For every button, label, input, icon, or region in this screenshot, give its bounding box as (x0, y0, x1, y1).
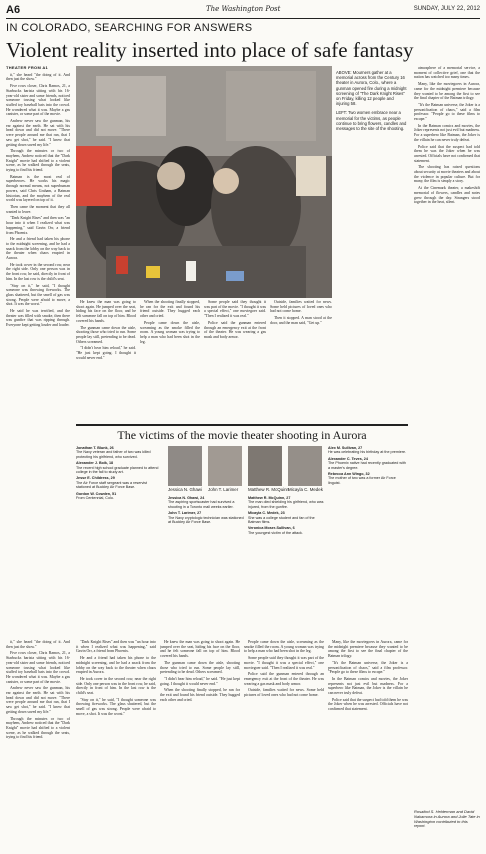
victim-entry-name: Jesse E. Childress, 29 (76, 476, 115, 481)
victim-photo (208, 446, 242, 486)
header-rule (6, 18, 480, 19)
contributor-note: Rosalind S. Helderman and David Nakamura in Aurora and Julie Tate in Washington contributed to this report. (414, 809, 480, 829)
paragraph: At the Cinemark theater, a makeshift memorial of flowers, candles and notes grew through the day. Strangers stood together in the heat, silent. (414, 186, 480, 205)
paragraph: He said he was terrified, and the theater was filled with smoke, then there was gunfire that was ripping through. Everyone kept getting louder and louder. (6, 309, 70, 328)
victim-entry-text: The youngest victim of the attack. (248, 530, 303, 535)
victim-portrait (208, 446, 242, 492)
continued-from: THEATER FROM A1 (6, 66, 49, 70)
paragraph: People came down the aisle, screaming as the smoke filled the room. A young woman was trying to help a man who had been shot in the leg. (140, 320, 200, 344)
paragraph: it," she heard "the doing of it. And then just the show." (6, 640, 70, 649)
victim-entry-name: Matthew R. McQuinn, 27 (248, 496, 291, 500)
masthead: The Washington Post (206, 5, 281, 13)
paragraph: Some people said they thought it was part of the movie. "I thought it was a special effect," one moviegoer said. "Then I realized it was real." (244, 656, 324, 670)
paragraph: Andrew never saw the gunman, his ear against the earth. He sat with his head down and did not move. "There were people around me that ran, that I saw get shot," he said. "I knew that getting down saved my life." (6, 119, 70, 147)
victim-entry-name: Jessica N. Ghawi, 24 (168, 496, 205, 500)
paragraph: In the Batman comics and movies, the Joker represents not just evil but madness. For a superhero like Batman, the Joker is the villain he can never truly defeat. (328, 676, 408, 696)
photo-caption-block (336, 70, 408, 224)
paragraph: Police said the gunman entered through an emergency exit at the front of the theater. He was wearing a gas mask and body armor. (244, 672, 324, 686)
paragraph: Through the minutes or two of mayhem, Andrew noticed that the "Dark Knight" movie had shifted to a violent scene, as he walked through the seats, trying to find his friend. (6, 716, 70, 740)
caption-above: ABOVE: Mourners gather at a memorial across from the Century 16 theater in Aurora, Colo., where a gunman opened fire during a midnight screening of "The Dark Knight Rises" on Friday, killing 12 people and injuring 58. (336, 70, 407, 107)
paragraph: When the shooting finally stopped, he ran for the exit and found his friend outside. They hugged each other and cried. (140, 300, 200, 319)
victim-entry (328, 472, 408, 485)
victim-entry-name: Rebecca Ann Wingo, 32 (328, 472, 370, 477)
victim-entry (168, 496, 244, 509)
article-column-3 (140, 300, 200, 418)
victim-entry (76, 446, 162, 459)
victim-entry-name: Alex M. Sullivan, 27 (328, 446, 363, 450)
paragraph: Andrew never saw the gunman, his ear against the earth. He sat with his head down and did not move. "There were people around me that ran, that I saw get shot," he said. "I knew that getting down saved my life." (6, 686, 70, 714)
victims-box (76, 424, 408, 636)
paragraph: "I didn't hear him reload," he said. "He just kept going. I thought it would never end." (160, 676, 240, 686)
paragraph: "It's the Batman universe, the Joker is a personification of chaos," said a film professor. "People go to these films to escape." (328, 660, 408, 675)
victim-entry (76, 492, 162, 501)
victim-entry (248, 526, 324, 535)
victim-entry-text: The Phoenix native had recently graduated with a master's degree. (328, 461, 406, 470)
article-column-2 (76, 300, 136, 418)
victim-entry (248, 511, 324, 524)
paragraph: Many, like the moviegoers in Aurora, came for the midnight premiere because they wanted to be among the first to see the final chapter of the Batman trilogy. (328, 640, 408, 659)
memorial-photo-image (76, 66, 332, 298)
paragraph: "Dark Knight Rises" and then was "an hour into it when I realized what was happening," said Gavin Orr, a friend from Phoenix. (76, 640, 156, 654)
victim-entry (76, 461, 162, 474)
victim-name: Jessica N. Ghawi (168, 487, 202, 492)
victim-entry-text: The Navy cryptologic technician was stationed at Buckley Air Force Base. (168, 515, 244, 525)
article-column-lower-3 (160, 640, 240, 848)
victim-entry-name: Alexander C. Teves, 24 (328, 456, 368, 461)
paragraph: Then it stopped. A man stood at the door, and the man said, "Get up." (270, 316, 332, 325)
paragraph: The gunman came down the aisle, shooting those who tried to run. Some people lay still, pretending to be dead. Others screamed. (76, 325, 136, 344)
article-column-lower-2 (76, 640, 156, 848)
victim-entry (76, 476, 162, 489)
article-column-lower-5 (328, 640, 408, 848)
victims-list-d (328, 446, 408, 634)
paragraph: Police said the gunman entered through an emergency exit at the front of the theater. He was wearing a gas mask and body armor. (204, 320, 266, 339)
victim-entry-text: The mother of two was a former Air Force linguist. (328, 476, 396, 485)
headline: Violent reality inserted into place of safe fantasy (6, 38, 414, 62)
paragraph: When the shooting finally stopped, he ran for the exit and found his friend outside. They hugged each other and cried. (160, 688, 240, 702)
paragraph: He and a friend had taken his phone to the midnight screening, and he had a snack from the lobby on the way back to the theater when chaos erupted in Aurora. (76, 656, 156, 675)
victim-entry-text: The Navy veteran and father of two was killed protecting his girlfriend, who survived. (76, 450, 151, 459)
article-column-lower-4 (244, 640, 324, 848)
paragraph: Police said that the suspect had told them he was the Joker when he was arrested. Officials have not confirmed that statement. (414, 144, 480, 163)
paragraph: In the Batman comics and movies, the Joker represents not just evil but madness. For a superhero like Batman, the Joker is the villain he can never truly defeat. (414, 123, 480, 142)
victim-photo (288, 446, 322, 486)
victim-entry-name: Gordon W. Cowden, 51 (76, 491, 117, 496)
paragraph: "It's the Batman universe, the Joker is a personification of chaos," said a film professor. "People go to these films to escape." (414, 102, 480, 122)
victim-entry (328, 457, 408, 470)
paragraph: He took cover in the second row, near the right side. Only one person was in the front row, he said, directly in front of him. In the last row is the child's seat. (76, 676, 156, 696)
article-column-lower-1 (6, 640, 70, 848)
victim-entry-text: She was a college student and fan of the Batman films. (248, 515, 315, 525)
victim-entry-name: Veronica Moser-Sullivan, 6 (248, 526, 295, 531)
paragraph: "Dark Knight Rises" and then was "an hour into it when I realized what was happening," said Gavin Orr, a friend from Phoenix. (6, 216, 70, 235)
paragraph: Five rows closer, Chris Ramos, 21, a Starbucks barista sitting with his 16-year-old sister and some friends, noticed someone tossing what looked like stuffed toy baseball bats into the crowd. He wondered what it was. Maybe a gas canister, or some part of the movie. (6, 651, 70, 684)
issue-date: SUNDAY, JULY 22, 2012 (413, 6, 480, 12)
paragraph: The shooting has raised questions about security at movie theaters and about the violence in popular culture. But for many, the film is simply a story. (414, 165, 480, 184)
victim-name: Matthew R. McQuinn (248, 487, 289, 492)
victim-entry-text: The aspiring sportscaster had survived a shooting in a Toronto mall weeks earlier. (168, 500, 235, 509)
paragraph: "Stay on it," he said, "I thought someone was throwing fireworks. The glass shattered, but the smell of gas was strong. People were afraid to move, a shot. It was the worst." (76, 697, 156, 716)
paragraph: it," she heard "the doing of it. And then just the show." (6, 72, 70, 82)
victim-name: Micayla C. Medek (288, 487, 323, 492)
page-number: A6 (6, 4, 21, 16)
paragraph: People came down the aisle, screaming as the smoke filled the room. A young woman was trying to help a man who had been shot in the leg. (244, 640, 324, 654)
victim-entry-text: The recent high school graduate planned to attend college in the fall to study art. (76, 465, 159, 475)
victim-portrait (248, 446, 289, 492)
victim-entry-name: Jonathan T. Blunk, 26 (76, 446, 114, 450)
victim-photo (168, 446, 202, 486)
article-column-right (414, 66, 480, 626)
paragraph: Through the minutes or two of mayhem, Andrew noticed that the "Dark Knight" movie had shifted to a violent scene, as he walked through the seats, trying to find his friend. (6, 149, 70, 173)
paragraph: atmosphere of a memorial service, a moment of collective grief, one that the nation has watched too many times. (414, 66, 480, 80)
paragraph: Outside, families waited for news. Some held pictures of loved ones who had not come home. (270, 300, 332, 314)
victim-entry (248, 496, 324, 509)
paragraph: Batman is the most real of superheroes. He works his magic through normal means, not superhuman powers, said Chris Graham, a Batman historian, and the mayhem of the real world was layered on top of it. (6, 174, 70, 203)
victim-entry-text: He was celebrating his birthday at the premiere. (328, 450, 407, 455)
victims-box-title: The victims of the movie theater shooting in Aurora (117, 428, 367, 442)
victim-entry-text: The Air Force staff sergeant was a reservist stationed at Buckley Air Force Base. (76, 480, 148, 490)
victim-entry-text: From Centennial, Colo. (76, 496, 114, 501)
victim-entry (328, 446, 408, 455)
paragraph: "Stay on it," he said, "I thought someone was throwing fireworks. The glass shattered, but the smell of gas was strong. People were afraid to move, a shot. It was the worst." (6, 283, 70, 307)
paragraph: He knew the man was going to shoot again. He jumped over the seat, hiding his face on the floor, and he felt someone fall on top of him. Blood covered his hands. (160, 640, 240, 659)
paragraph: Outside, families waited for news. Some held pictures of loved ones who had not come home. (244, 688, 324, 698)
victim-portrait (288, 446, 323, 492)
article-column-4 (204, 300, 266, 418)
victim-portrait (168, 446, 202, 492)
paragraph: "I didn't hear him reload," he said. "He just kept going. I thought it would never end." (76, 346, 136, 360)
section-kicker: IN COLORADO, SEARCHING FOR ANSWERS (6, 22, 253, 34)
paragraph: Some people said they thought it was part of the movie. "I thought it was a special effect," one moviegoer said. "Then I realized it was real." (204, 300, 266, 319)
caption-left: LEFT: Two women embrace near a memorial for the victims, as people continue to bring flowers, candles and messages to the site of the shooting. (336, 110, 407, 132)
victim-photo (248, 446, 282, 486)
victim-entry-name: John T. Larimer, 27 (168, 511, 202, 516)
victim-entry-name: Alexander J. Boik, 18 (76, 461, 114, 466)
victim-entry (168, 511, 244, 524)
victim-entry-text: The man died shielding his girlfriend, who was injured, from the gunfire. (248, 500, 324, 509)
article-column-5 (270, 300, 332, 418)
memorial-photo (76, 66, 332, 298)
paragraph: He took cover in the second row, near the right side. Only one person was in the front row, he said, directly in front of him. In the last row is the child's seat. (6, 262, 70, 281)
paragraph: Police said that the suspect had told them he was the Joker when he was arrested. Officials have not confirmed that statement. (328, 697, 408, 712)
victim-name: John T. Larimer (208, 487, 239, 492)
paragraph: Then came the moment that they all wanted to leave. (6, 204, 70, 214)
article-column-1 (6, 66, 70, 478)
victim-entry-name: Micayla C. Medek, 23 (248, 511, 285, 516)
page-header (6, 4, 480, 17)
victims-list-c (248, 496, 324, 634)
victims-list-b (168, 496, 244, 634)
paragraph: The gunman came down the aisle, shooting those who tried to run. Some people lay still, pretending to be dead. Others screamed. (160, 660, 240, 675)
victims-list-a (76, 446, 162, 634)
paragraph: He and a friend had taken his phone to the midnight screening, and he had a snack from the lobby on the way back to the theater when chaos erupted in Aurora. (6, 237, 70, 261)
paragraph: Five rows closer, Chris Ramos, 21, a Starbucks barista sitting with his 16-year-old sister and some friends, noticed someone tossing what looked like stuffed toy baseball bats into the crowd. He wondered what it was. Maybe a gas canister, or some part of the movie. (6, 84, 70, 117)
paragraph: Many, like the moviegoers in Aurora, came for the midnight premiere because they wanted to be among the first to see the final chapter of the Batman trilogy. (414, 82, 480, 101)
paragraph: He knew the man was going to shoot again. He jumped over the seat, hiding his face on the floor, and he felt someone fall on top of him. Blood covered his hands. (76, 300, 136, 323)
